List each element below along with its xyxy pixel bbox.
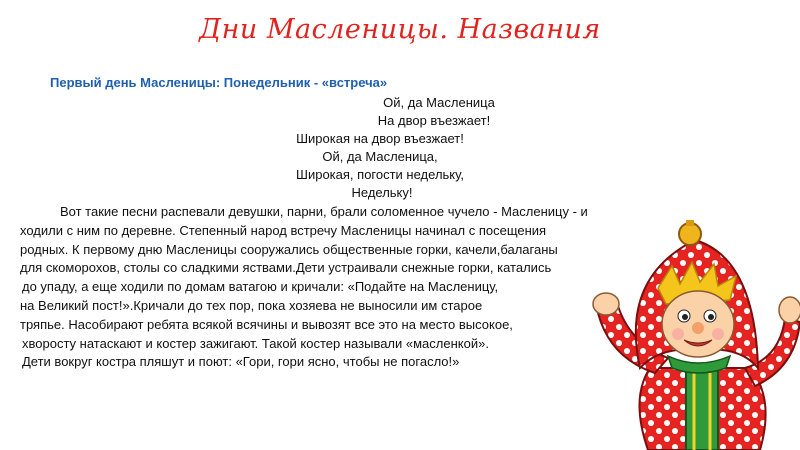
body-line: хворосту натаскают и костер зажигают. Такой костер называли «масленкой». bbox=[22, 335, 489, 351]
body-line: до упаду, а еще ходили по домам ватагою и кричали: «Подайте на Масленицу, bbox=[22, 279, 499, 295]
poem-line: Широкая, погости недельку, bbox=[296, 167, 464, 182]
body-line: Вот такие песни распевали девушки, парни, брали соломенное чучело - Масленицу - и bbox=[60, 204, 588, 219]
jester-left-hand bbox=[593, 293, 619, 315]
jester-right-hand bbox=[779, 297, 800, 323]
poem-line: Ой, да Масленица bbox=[383, 95, 495, 110]
jester-collar bbox=[668, 356, 730, 373]
jester-vest bbox=[686, 368, 718, 450]
slide-title: Дни Масленицы. Названия bbox=[199, 14, 601, 45]
body-line: Дети вокруг костра пляшут и поют: «Гори, гори ясно, чтобы не погасло!» bbox=[22, 354, 460, 370]
day-heading: Первый день Масленицы: Понедельник - «встреча» bbox=[50, 75, 388, 90]
body-line: родных. К первому дню Масленицы сооружались общественные горки, качели,балаганы bbox=[20, 241, 558, 257]
poem-block bbox=[230, 94, 530, 202]
bell-icon bbox=[679, 223, 701, 245]
body-line: тряпье. Насобирают ребята всякой всячины и вывозят все это на место высокое, bbox=[20, 316, 513, 332]
poem-line: Ой, да Масленица, bbox=[322, 149, 438, 164]
body-line: на Великий пост!».Кричали до тех пор, пока хозяева не выносили им старое bbox=[20, 297, 483, 313]
poem-line: Широкая на двор въезжает! bbox=[296, 131, 464, 146]
poem-line: На двор въезжает! bbox=[377, 113, 491, 128]
body-line: ходили с ним по деревне. Степенный народ встречу Масленицы начинал с посещения bbox=[20, 222, 547, 238]
body-line: для скоморохов, столы со сладкими яствами.Дети устраивали снежные горки, катались bbox=[20, 260, 552, 276]
poem-line: Недельку! bbox=[351, 185, 413, 200]
jester-illustration bbox=[590, 218, 800, 450]
